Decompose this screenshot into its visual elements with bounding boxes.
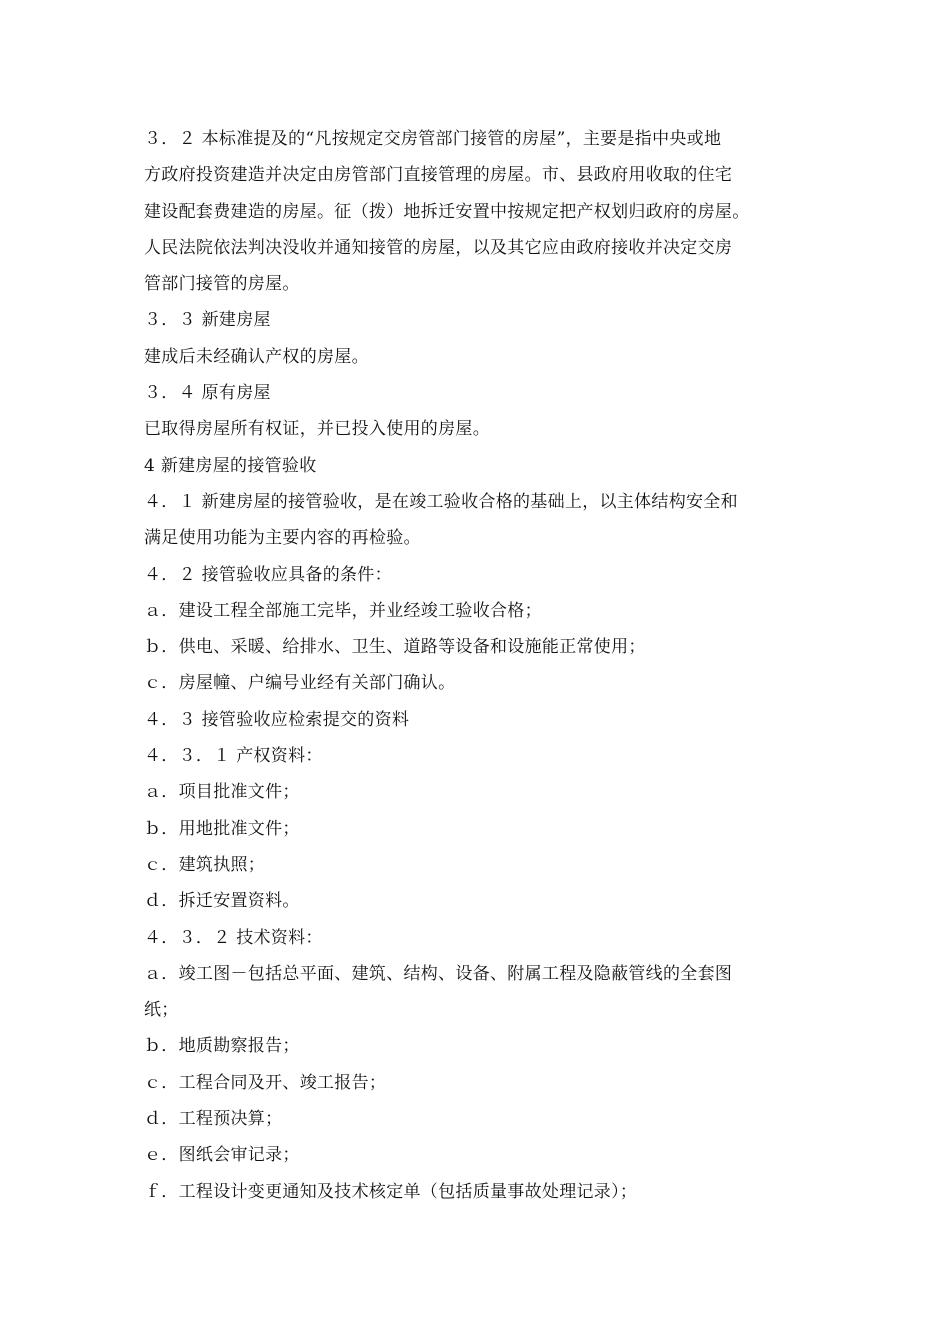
list-item: ｄ．拆迁安置资料。 <box>144 891 300 912</box>
text-line: 满足使用功能为主要内容的再检验。 <box>144 528 421 549</box>
list-item: ａ．竣工图－包括总平面、建筑、结构、设备、附属工程及隐蔽管线的全套图 <box>144 963 733 984</box>
text-line: 已取得房屋所有权证，并已投入使用的房屋。 <box>144 419 490 440</box>
list-item: ｄ．工程预决算； <box>144 1109 283 1130</box>
text-line: 管部门接管的房屋。 <box>144 274 300 295</box>
list-item: ｆ．工程设计变更通知及技术核定单（包括质量事故处理记录）； <box>144 1181 638 1202</box>
list-item: ｂ．供电、采暖、给排水、卫生、道路等设备和设施能正常使用； <box>144 637 646 658</box>
section-heading: ４．３．２ 技术资料： <box>144 927 323 948</box>
list-item: ｅ．图纸会审记录； <box>144 1145 300 1166</box>
section-heading: ３．４ 原有房屋 <box>144 383 271 404</box>
text-line: 建设配套费建造的房屋。征（拨）地拆迁安置中按规定把产权划归政府的房屋。 <box>144 201 750 222</box>
list-item: ａ．建设工程全部施工完毕，并业经竣工验收合格； <box>144 600 542 621</box>
text-line: ４．１ 新建房屋的接管验收，是在竣工验收合格的基础上，以主体结构安全和 <box>144 491 738 512</box>
text-line: 建成后未经确认产权的房屋。 <box>144 346 369 367</box>
section-heading: ４．３ 接管验收应检索提交的资料 <box>144 709 410 730</box>
document-body <box>144 121 809 1210</box>
section-heading: ３．３ 新建房屋 <box>144 310 271 331</box>
list-item: ｂ．用地批准文件； <box>144 818 300 839</box>
text-line: 人民法院依法判决没收并通知接管的房屋，以及其它应由政府接收并决定交房 <box>144 237 733 258</box>
list-item: ｃ．房屋幢、户编号业经有关部门确认。 <box>144 673 456 694</box>
section-heading: 4 新建房屋的接管验收 <box>144 455 317 476</box>
section-heading: ４．２ 接管验收应具备的条件： <box>144 564 392 585</box>
text-line: ３．２ 本标准提及的“凡按规定交房管部门接管的房屋”，主要是指中央或地 <box>144 129 722 149</box>
text-line: 方政府投资建造并决定由房管部门直接管理的房屋。市、县政府用收取的住宅 <box>144 165 733 186</box>
section-heading: ４．３．１ 产权资料： <box>144 746 323 767</box>
list-item: ｃ．工程合同及开、竣工报告； <box>144 1072 387 1093</box>
list-item: ａ．项目批准文件； <box>144 782 300 803</box>
text-line: 纸； <box>144 1000 179 1021</box>
list-item: ｂ．地质勘察报告； <box>144 1036 300 1057</box>
list-item: ｃ．建筑执照； <box>144 854 266 875</box>
